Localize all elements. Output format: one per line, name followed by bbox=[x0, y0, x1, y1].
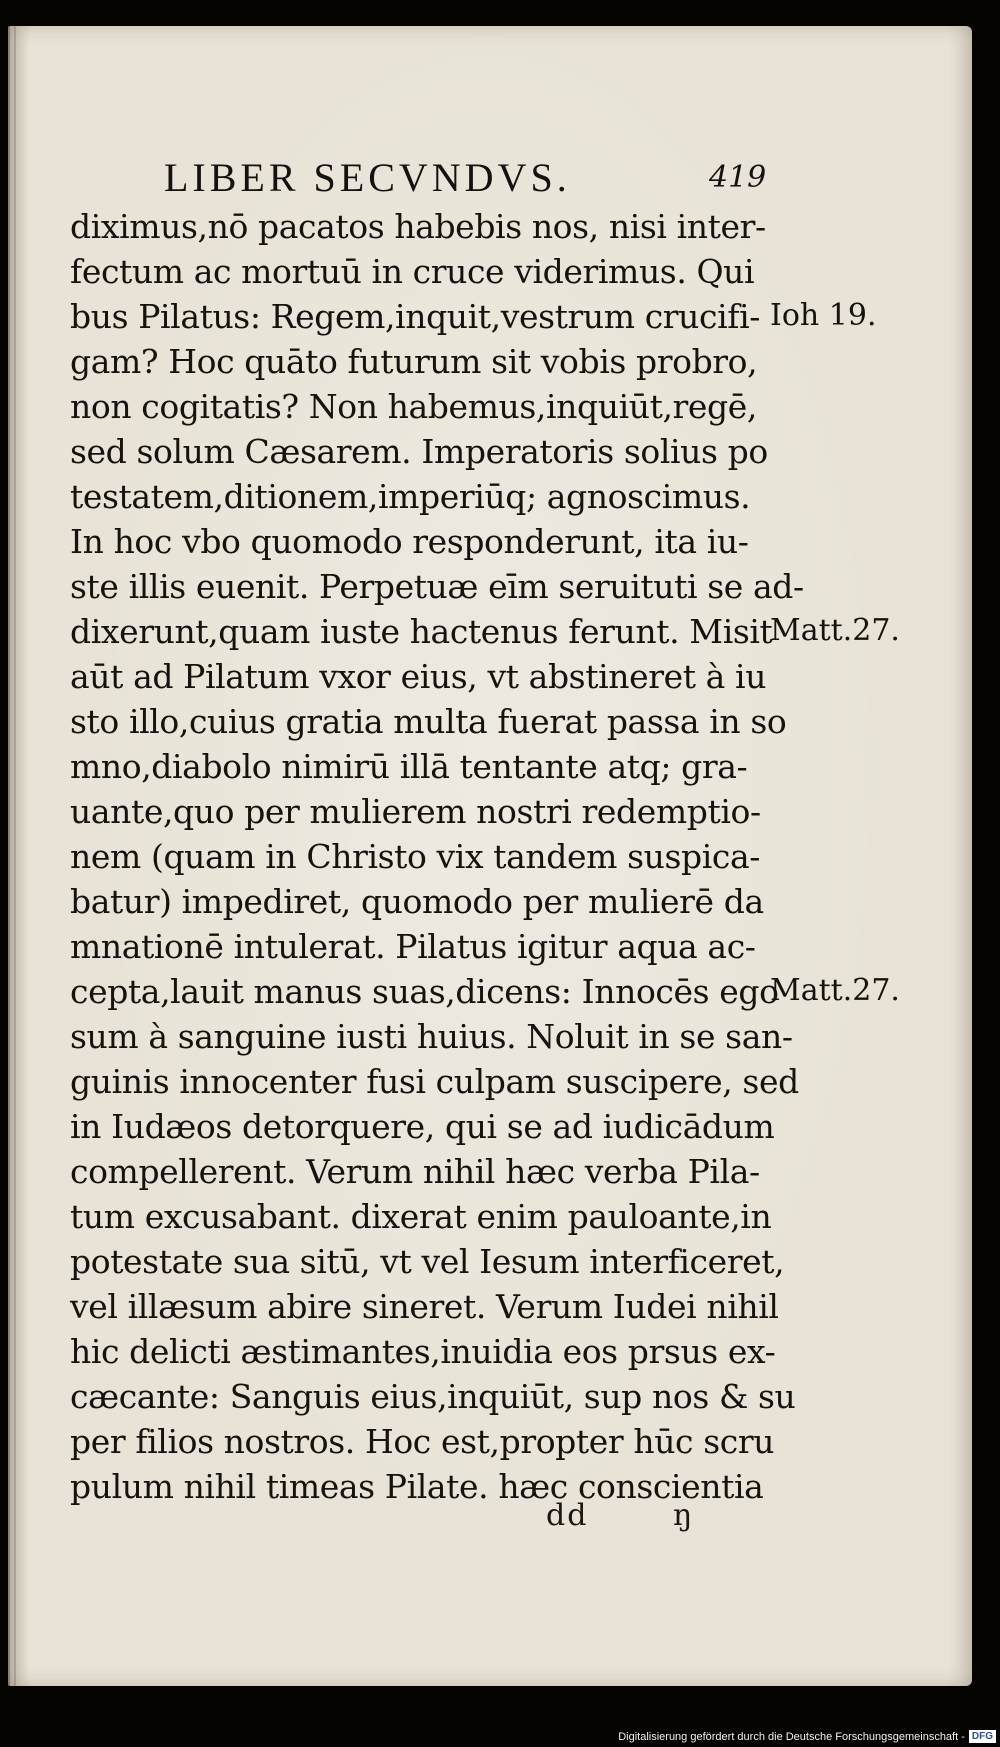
text-line: tum excusabant. dixerat enim pauloante,in bbox=[70, 1197, 772, 1236]
running-head: LIBER SECVNDVS. bbox=[164, 155, 571, 200]
text-line: hic delicti æstimantes,inuidia eos prsus ex- bbox=[70, 1332, 776, 1371]
text-line: potestate sua sitū, vt vel Iesum interficeret, bbox=[70, 1242, 785, 1281]
text-line: cæcante: Sanguis eius,inquiūt, sup nos & su bbox=[70, 1377, 796, 1416]
margin-note: Matt.27. bbox=[770, 613, 900, 648]
text-line: In hoc vbo quomodo responderunt, ita iu- bbox=[70, 522, 749, 561]
text-line: sum à sanguine iusti huius. Noluit in se san- bbox=[70, 1017, 793, 1056]
page-edge bbox=[14, 26, 16, 1686]
text-line: pulum nihil timeas Pilate. hæc conscientia bbox=[70, 1467, 764, 1506]
text-line: per filios nostros. Hoc est,propter hūc scru bbox=[70, 1422, 775, 1461]
text-line: compellerent. Verum nihil hæc verba Pila- bbox=[70, 1152, 760, 1191]
text-line: non cogitatis? Non habemus,inquiūt,regē, bbox=[70, 387, 757, 426]
text-line: in Iudæos detorquere, qui se ad iudicādum bbox=[70, 1107, 775, 1146]
text-line: uante,quo per mulierem nostri redemptio- bbox=[70, 792, 761, 831]
text-line: gam? Hoc quāto futurum sit vobis probro, bbox=[70, 342, 758, 381]
text-line: testatem,ditionem,imperiūq; agnoscimus. bbox=[70, 477, 751, 516]
text-line: fectum ac mortuū in cruce viderimus. Qui bbox=[70, 252, 755, 291]
credit-text: Digitalisierung gefördert durch die Deutsche Forschungsgemeinschaft - bbox=[618, 1730, 965, 1743]
text-line: sto illo,cuius gratia multa fuerat passa in so bbox=[70, 702, 787, 741]
page-number: 419 bbox=[709, 160, 767, 195]
text-line: cepta,lauit manus suas,dicens: Innocēs ego bbox=[70, 972, 779, 1011]
margin-note: Ioh 19. bbox=[770, 298, 877, 333]
digitization-credit bbox=[618, 1730, 996, 1743]
text-line: bus Pilatus: Regem,inquit,vestrum crucifi- bbox=[70, 297, 760, 336]
body-text bbox=[70, 204, 804, 1509]
text-line: guinis innocenter fusi culpam suscipere, sed bbox=[70, 1062, 799, 1101]
text-line: aūt ad Pilatum vxor eius, vt abstineret à iu bbox=[70, 657, 767, 696]
text-line: sed solum Cæsarem. Imperatoris solius po bbox=[70, 432, 768, 471]
page-edge bbox=[8, 26, 10, 1686]
book-page bbox=[8, 26, 972, 1686]
text-line: ste illis euenit. Perpetuæ eīm seruituti se ad- bbox=[70, 567, 804, 606]
text-line: diximus,nō pacatos habebis nos, nisi inter- bbox=[70, 207, 766, 246]
page-header bbox=[164, 154, 767, 206]
catchword: ŋ bbox=[673, 1498, 693, 1533]
text-line: batur) impediret, quomodo per mulierē da bbox=[70, 882, 764, 921]
margin-note: Matt.27. bbox=[770, 973, 900, 1008]
text-line: nem (quam in Christo vix tandem suspica- bbox=[70, 837, 760, 876]
dfg-logo: DFG bbox=[969, 1730, 996, 1743]
text-line: mnationē intulerat. Pilatus igitur aqua ac- bbox=[70, 927, 756, 966]
text-line: dixerunt,quam iuste hactenus ferunt. Misit bbox=[70, 612, 773, 651]
text-line: vel illæsum abire sineret. Verum Iudei nihil bbox=[70, 1287, 779, 1326]
signature-mark: dd bbox=[546, 1498, 589, 1533]
text-line: mno,diabolo nimirū illā tentante atq; gra- bbox=[70, 747, 748, 786]
